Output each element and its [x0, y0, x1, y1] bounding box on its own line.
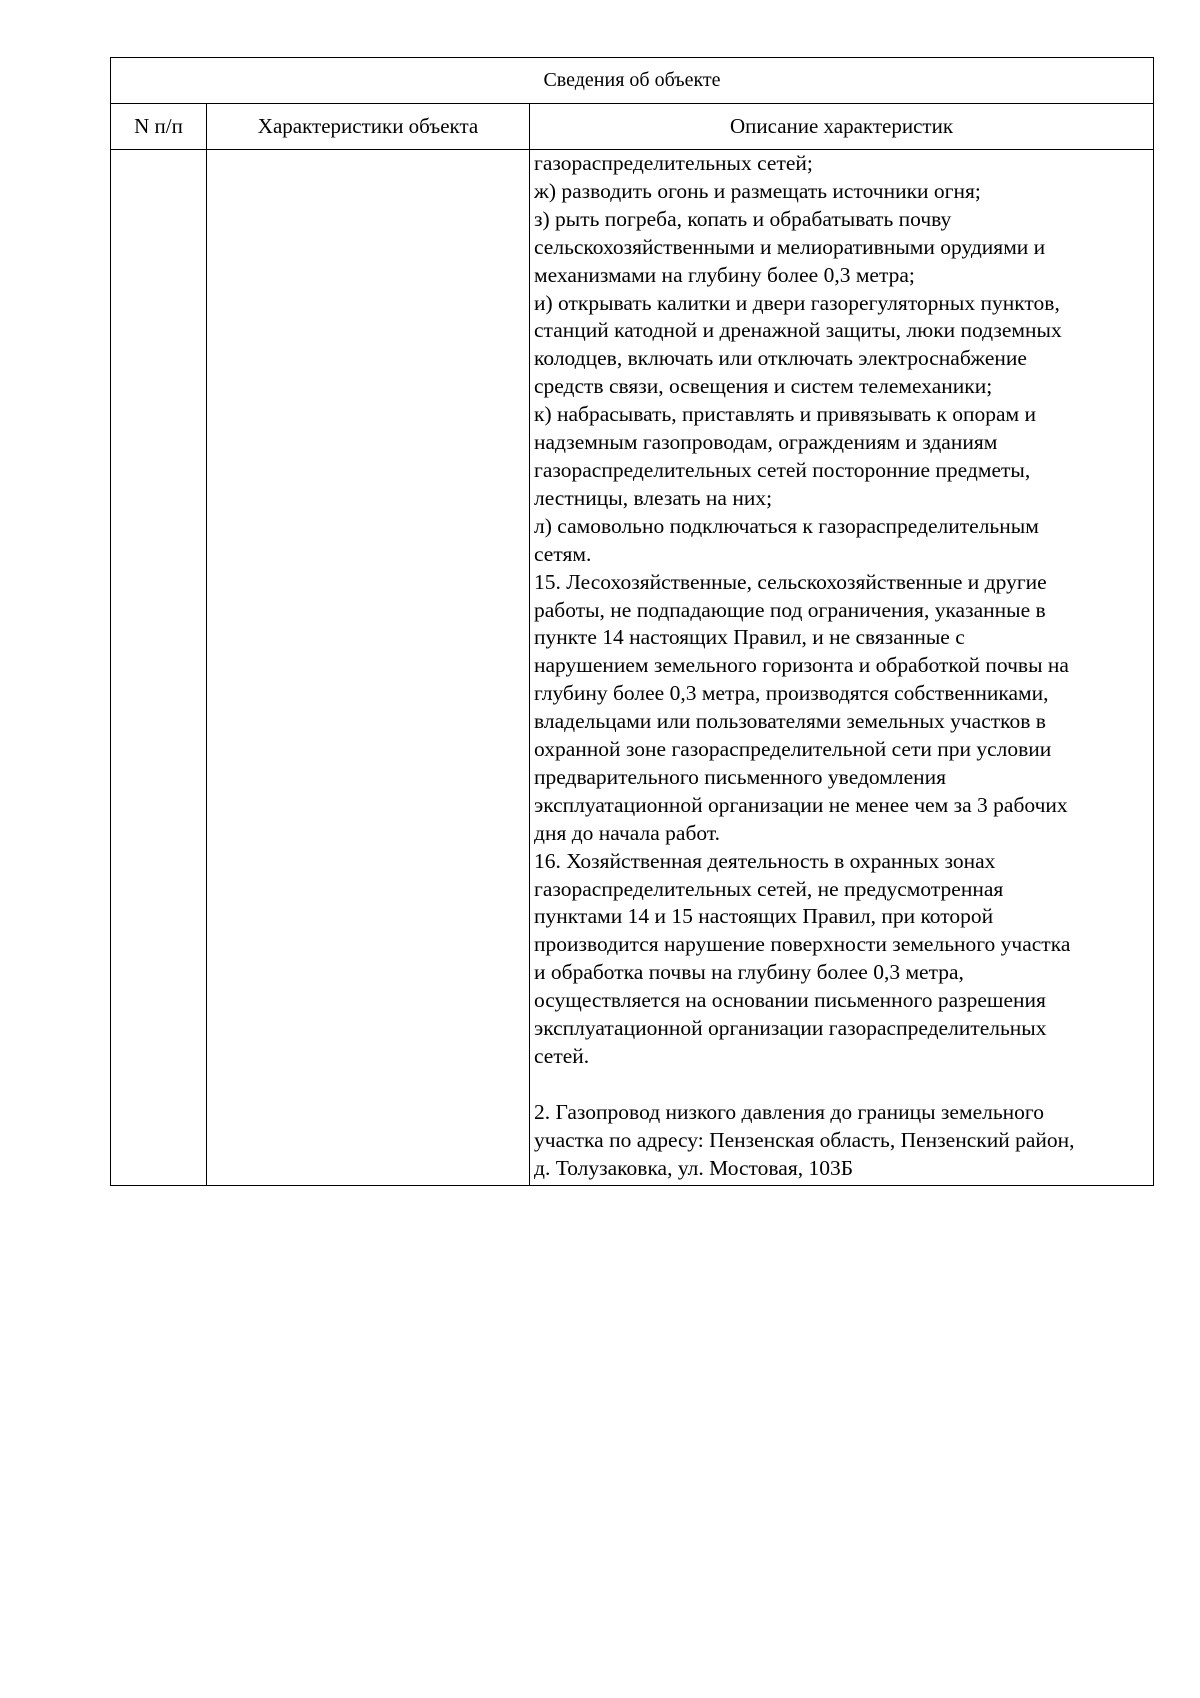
description-line: колодцев, включать или отключать электроснабжение — [534, 346, 1027, 371]
row-number-cell — [111, 150, 207, 1186]
description-line: охранной зоне газораспределительной сети при условии — [534, 737, 1052, 762]
description-line: надземным газопроводам, ограждениям и зданиям — [534, 430, 998, 455]
description-line: лестницы, влезать на них; — [534, 485, 773, 510]
header-number: N п/п — [111, 104, 207, 150]
description-line: станций катодной и дренажной защиты, люки подземных — [534, 318, 1062, 343]
description-line: ж) разводить огонь и размещать источники огня; — [534, 178, 981, 203]
description-line: сетей. — [534, 1044, 590, 1068]
description-line: механизмами на глубину более 0,3 метра; — [534, 262, 915, 287]
object-info-table — [110, 57, 1154, 1186]
header-characteristics: Характеристики объекта — [207, 104, 530, 150]
description-line: сельскохозяйственными и мелиоративными орудиями и — [534, 234, 1046, 259]
description-line: газораспределительных сетей; — [534, 151, 813, 175]
description-line: нарушением земельного горизонта и обработкой почвы на — [534, 653, 1069, 678]
description-line: глубину более 0,3 метра, производятся собственниками, — [534, 681, 1049, 706]
description-line: участка по адресу: Пензенская область, Пензенский район, — [534, 1127, 1075, 1152]
description-line: дня до начала работ. — [534, 820, 721, 845]
row-description-cell — [530, 150, 1154, 1186]
description-line: эксплуатационной организации газораспределительных — [534, 1016, 1047, 1041]
description-line: сетям. — [534, 541, 592, 566]
description-line: и обработка почвы на глубину более 0,3 метра, — [534, 960, 964, 985]
description-line: 15. Лесохозяйственные, сельскохозяйственные и другие — [534, 569, 1047, 594]
description-line: производится нарушение поверхности земельного участка — [534, 932, 1071, 957]
description-line: осуществляется на основании письменного разрешения — [534, 988, 1046, 1013]
table-caption-row — [111, 58, 1154, 104]
description-line: д. Толузаковка, ул. Мостовая, 103Б — [534, 1155, 854, 1180]
description-line: з) рыть погреба, копать и обрабатывать почву — [534, 206, 952, 231]
description-line: пункте 14 настоящих Правил, и не связанные с — [534, 625, 965, 650]
description-line: работы, не подпадающие под ограничения, указанные в — [534, 597, 1046, 622]
description-line: к) набрасывать, приставлять и привязывать к опорам и — [534, 402, 1036, 427]
description-blank-line — [534, 1071, 1153, 1099]
description-line: газораспределительных сетей посторонние предметы, — [534, 457, 1031, 482]
header-description: Описание характеристик — [530, 104, 1154, 150]
table-row — [111, 150, 1154, 1186]
description-line: л) самовольно подключаться к газораспределительным — [534, 513, 1039, 538]
description-line: эксплуатационной организации не менее чем за 3 рабочих — [534, 792, 1068, 817]
description-line: предварительного письменного уведомления — [534, 764, 947, 789]
description-line: пунктами 14 и 15 настоящих Правил, при которой — [534, 904, 994, 929]
description-line: 2. Газопровод низкого давления до границы земельного — [534, 1099, 1044, 1124]
description-line: владельцами или пользователями земельных участков в — [534, 709, 1046, 734]
description-line: газораспределительных сетей, не предусмотренная — [534, 876, 1004, 901]
description-line: 16. Хозяйственная деятельность в охранных зонах — [534, 848, 996, 873]
table-caption: Сведения об объекте — [111, 58, 1154, 104]
table-header-row — [111, 104, 1154, 150]
description-line: средств связи, освещения и систем телемеханики; — [534, 374, 993, 399]
description-line: и) открывать калитки и двери газорегуляторных пунктов, — [534, 290, 1060, 315]
row-characteristics-cell — [207, 150, 530, 1186]
